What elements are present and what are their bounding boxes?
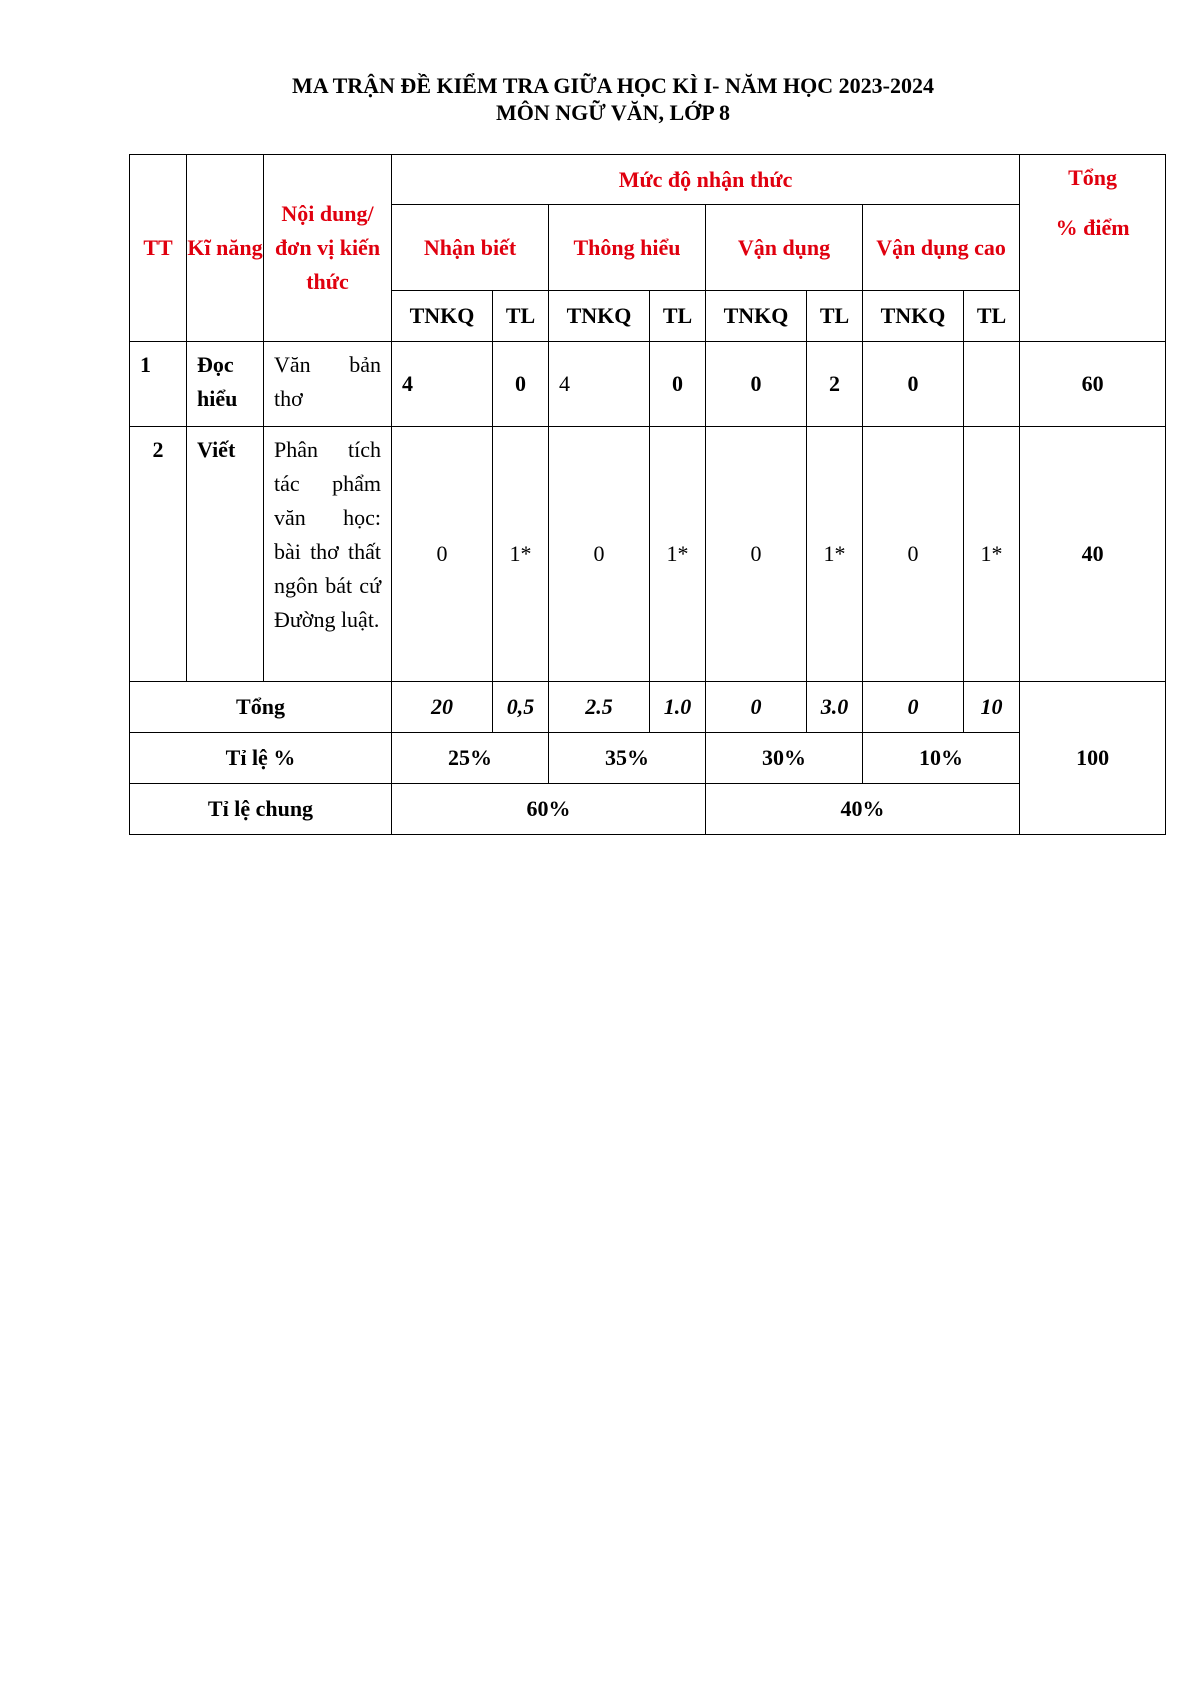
row-2-value: 0 <box>706 427 807 682</box>
tong-value: 1.0 <box>650 682 706 733</box>
ti-le-chung-value: 40% <box>706 784 1020 835</box>
tong-percent-total: 100 <box>1020 682 1166 835</box>
row-2-noi-dung: Phân tích tác phẩm văn học: bài thơ thất ngôn bát cứ Đường luật. <box>264 427 392 682</box>
tong-value: 0 <box>863 682 964 733</box>
title-line-1: MA TRẬN ĐỀ KIỂM TRA GIỮA HỌC KÌ I- NĂM HỌC 2023-2024 <box>292 73 934 98</box>
header-tong-line-2: % điểm <box>1055 215 1130 240</box>
row-1-value: 4 <box>392 342 493 427</box>
tong-value: 3.0 <box>807 682 863 733</box>
document-title <box>0 72 1190 126</box>
header-noi-dung: Nội dung/đơn vị kiến thức <box>264 155 392 342</box>
header-muc-do: Mức độ nhận thức <box>392 155 1020 205</box>
row-1-value: 0 <box>493 342 549 427</box>
tong-value: 10 <box>964 682 1020 733</box>
row-1-value: 0 <box>863 342 964 427</box>
row-1-noi-dung: Văn bản thơ <box>264 342 392 427</box>
level-van-dung: Vận dụng <box>706 205 863 291</box>
title-line-2: MÔN NGỮ VĂN, LỚP 8 <box>495 100 731 125</box>
ti-le-label: Tỉ lệ % <box>130 733 392 784</box>
header-tong <box>1020 155 1166 342</box>
row-2-value: 0 <box>549 427 650 682</box>
sub-tnkq-1: TNKQ <box>392 291 493 342</box>
row-1-value: 0 <box>650 342 706 427</box>
ti-le-value: 30% <box>706 733 863 784</box>
header-row-1 <box>130 155 1166 205</box>
sub-tl-2: TL <box>650 291 706 342</box>
row-2-value: 1* <box>650 427 706 682</box>
row-1-value <box>964 342 1020 427</box>
header-ki-nang: Kĩ năng <box>187 155 264 342</box>
tong-value: 0,5 <box>493 682 549 733</box>
row-1-tt: 1 <box>130 342 187 427</box>
ti-le-value: 10% <box>863 733 1020 784</box>
level-thong-hieu: Thông hiểu <box>549 205 706 291</box>
row-2-value: 1* <box>807 427 863 682</box>
table-row <box>130 342 1166 427</box>
header-tt: TT <box>130 155 187 342</box>
tong-row <box>130 682 1166 733</box>
ti-le-value: 35% <box>549 733 706 784</box>
row-2-tong: 40 <box>1020 427 1166 682</box>
row-1-tong: 60 <box>1020 342 1166 427</box>
ti-le-chung-value: 60% <box>392 784 706 835</box>
sub-tnkq-2: TNKQ <box>549 291 650 342</box>
sub-tl-4: TL <box>964 291 1020 342</box>
ti-le-row <box>130 733 1166 784</box>
header-tong-line-1: Tổng <box>1068 165 1118 190</box>
table-row <box>130 427 1166 682</box>
row-1-ki-nang: Đọc hiểu <box>187 342 264 427</box>
tong-value: 2.5 <box>549 682 650 733</box>
row-2-value: 0 <box>392 427 493 682</box>
tong-label: Tổng <box>130 682 392 733</box>
sub-tnkq-3: TNKQ <box>706 291 807 342</box>
ti-le-chung-label: Tỉ lệ chung <box>130 784 392 835</box>
row-1-value: 4 <box>549 342 650 427</box>
ti-le-value: 25% <box>392 733 549 784</box>
sub-tnkq-4: TNKQ <box>863 291 964 342</box>
row-1-value: 0 <box>706 342 807 427</box>
row-2-value: 1* <box>493 427 549 682</box>
ti-le-chung-row <box>130 784 1166 835</box>
sub-tl-3: TL <box>807 291 863 342</box>
level-nhan-biet: Nhận biết <box>392 205 549 291</box>
tong-value: 20 <box>392 682 493 733</box>
row-2-ki-nang: Viết <box>187 427 264 682</box>
tong-value: 0 <box>706 682 807 733</box>
row-2-value: 1* <box>964 427 1020 682</box>
row-2-value: 0 <box>863 427 964 682</box>
row-1-value: 2 <box>807 342 863 427</box>
level-van-dung-cao: Vận dụng cao <box>863 205 1020 291</box>
row-2-tt: 2 <box>130 427 187 682</box>
exam-matrix-table <box>129 154 1166 835</box>
sub-tl-1: TL <box>493 291 549 342</box>
